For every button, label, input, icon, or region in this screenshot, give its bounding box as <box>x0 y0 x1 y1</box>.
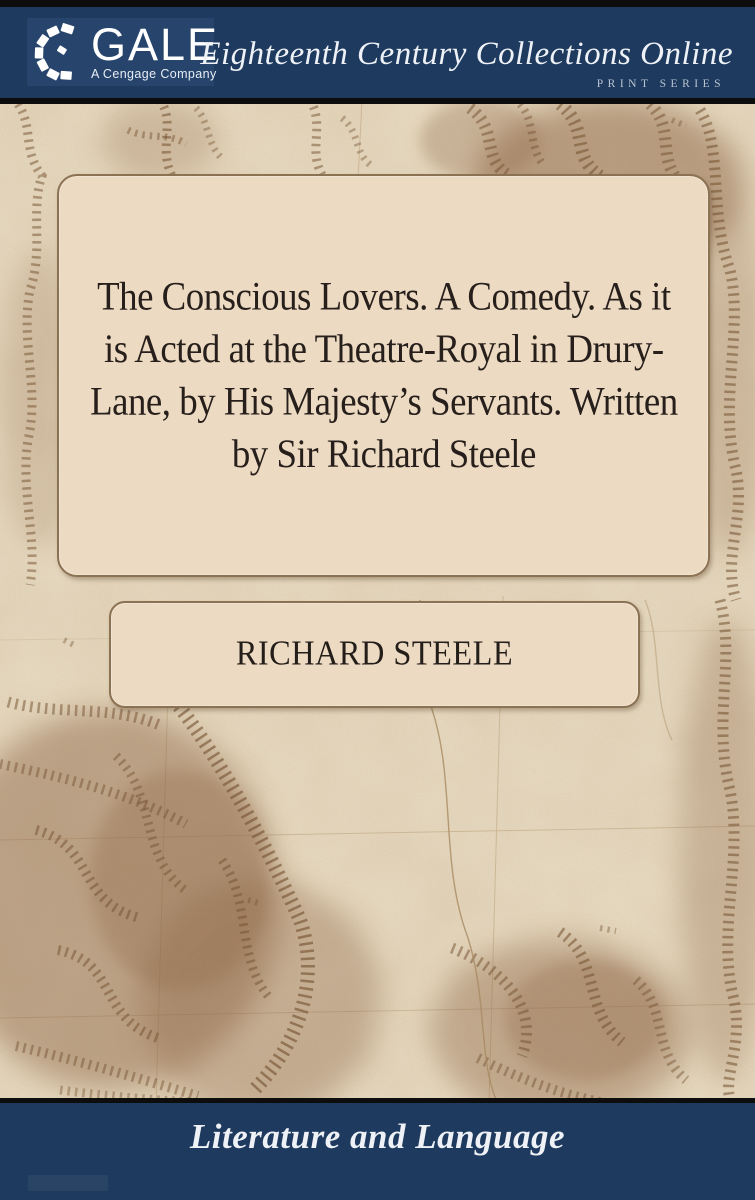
gale-pinwheel-icon <box>33 21 89 83</box>
book-title-line: is Acted at the Theatre-Royal in Drury- <box>103 326 664 372</box>
gale-logo <box>27 18 220 86</box>
book-author: RICHARD STEELE <box>235 634 514 674</box>
book-title-line: by Sir Richard Steele <box>231 431 536 477</box>
author-panel <box>109 601 640 708</box>
watermark-smudge <box>28 1175 108 1191</box>
book-title-line: The Conscious Lovers. A Comedy. As it <box>96 273 671 319</box>
series-title: Eighteenth Century Collections Online <box>200 36 733 72</box>
title-panel <box>57 174 710 577</box>
gale-tagline: A Cengage Company <box>91 66 217 81</box>
gale-wordmark: GALE <box>91 18 220 70</box>
book-title-line: Lane, by His Majesty’s Servants. Written <box>89 378 678 424</box>
category-label: Literature and Language <box>189 1117 566 1156</box>
book-title <box>82 271 685 481</box>
print-series-label: PRINT SERIES <box>596 78 725 90</box>
footer-bar <box>0 1098 755 1200</box>
header-bar <box>0 0 755 104</box>
